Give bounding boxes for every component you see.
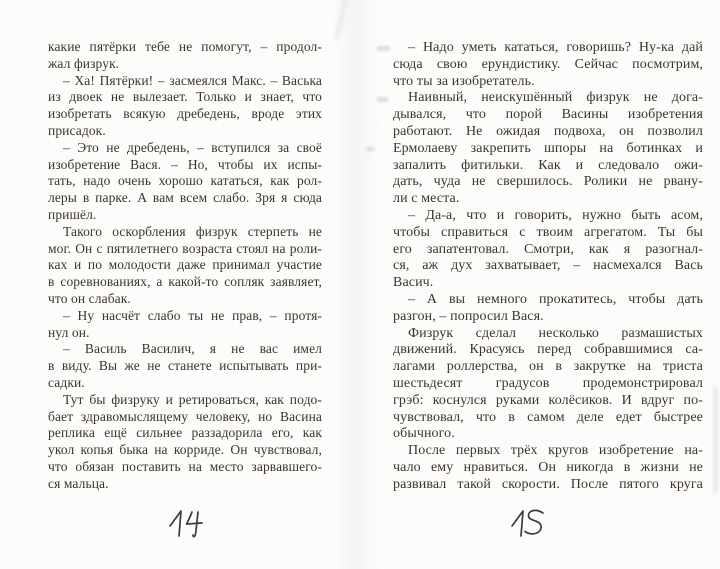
text-line: развивал такой скорости. После пятого круга [393,476,703,492]
text-line: присадок. [48,122,106,138]
text-line: что он слабак. [48,290,131,306]
text-line: шестьдесят градусов продемонстрировал [393,375,703,391]
text-line: жал физрук. [48,55,120,71]
text-line: ся мальца. [48,475,109,491]
text-line: тать, надо очень хорошо кататься, как рол- [48,173,322,189]
text-line: – Да-а, что и говорить, нужно быть асом, [408,207,703,223]
text-line: – А вы немного прокатитесь, чтобы дать [408,291,703,307]
text-line: укол копья быка на корриде. Он чувствовал, [48,442,322,458]
text-line: дать, чуда не свершилось. Ролики не рвану- [393,174,703,190]
text-line: чтобы справиться с твоим агрегатом. Ты бы [393,224,703,240]
text-line: работают. Не ожидая подвоха, он позволил [393,123,703,139]
text-line: лагами роллерства, он в закрутке на триста [393,359,703,375]
text-line: разгон, – попросил Вася. [393,308,544,324]
text-line: грэб: коснулся руками колёсиков. И вдруг по- [393,392,703,408]
text-line: Наивный, неискушённый физрук не дога- [408,90,703,106]
text-line: После первых трёх кругов изобретение на- [408,443,703,459]
handwritten-14-icon [163,505,215,545]
text-line: ли с места. [393,191,460,207]
text-line: что обязан поставить на место зарвавшего- [48,458,322,474]
text-line: в виду. Вы же не станете испытывать при- [48,358,322,374]
text-line: чало ему нравиться. Он никогда в жизни не [393,459,703,475]
text-line: сюда свою ерундистику. Сейчас посмотрим, [393,56,703,72]
text-line: изобретать всякую дребедень, вроде этих [48,106,322,122]
page-right-text [393,40,703,494]
text-line: – Василь Василич, я не вас имел [63,341,322,357]
text-line: пришёл. [48,206,97,222]
text-line: изобретение Вася. – Но, чтобы их испы- [48,156,322,172]
text-line: ках и по молодости даже принимал участие [48,257,322,273]
page-number-text [505,545,506,546]
text-line: его запатентовал. Смотри, как я разогнал- [393,241,703,257]
text-line: – Ну насчёт слабо ты не прав, – протя- [63,307,322,323]
text-line: садки. [48,374,85,390]
text-line: мог. Он с пятилетнего возраста стоял на роли- [48,240,322,256]
text-line: обычного. [393,426,455,442]
text-line: бает здравомыслящему человеку, но Васина [48,408,322,424]
text-line: Физрук сделал несколько размашистых [408,325,703,341]
text-line: нул он. [48,324,90,340]
page-right [360,0,720,569]
text-line: – Ха! Пятёрки! – засмеялся Макс. – Васька [63,72,322,88]
page-number-right [505,505,557,545]
text-line: какие пятёрки тебе не помогут, – продол- [48,39,322,54]
page-left-text [48,39,322,493]
page-number-text [163,545,164,546]
text-line: в соревнованиях, а какой-то сопляк заявляет, [48,274,322,290]
page-number-left [163,505,215,545]
text-line: Ермолаеву закрепить шпоры на ботинках и [393,140,703,156]
text-line: чувствовал, что в самом деле едет быстрее [393,409,703,425]
text-line: реплика ещё сильнее раззадорила его, как [48,425,322,441]
text-line: что ты за изобретатель. [393,73,535,89]
handwritten-15-icon [505,505,557,545]
text-line: Васич. [393,275,434,291]
text-line: ся, аж дух захватывает, – насмехался Вась [393,258,703,274]
text-line: леры в парке. А вам всем слабо. Зря я сюда [48,190,322,206]
text-line: – Это не дребедень, – вступился за своё [63,139,322,155]
text-line: дывался, что порой Васины изобретения [393,107,703,123]
text-line: Такого оскорбления физрук стерпеть не [63,223,322,239]
text-line: движений. Красуясь перед собравшимися са- [393,342,703,358]
text-line: запалить фитильки. Как и следовало ожи- [393,157,703,173]
text-line: из двоек не вылезает. Только и знает, что [48,89,322,105]
text-line: – Надо уметь кататься, говоришь? Ну-ка дай [408,40,703,55]
text-line: Тут бы физруку и ретироваться, как подо- [63,391,322,407]
